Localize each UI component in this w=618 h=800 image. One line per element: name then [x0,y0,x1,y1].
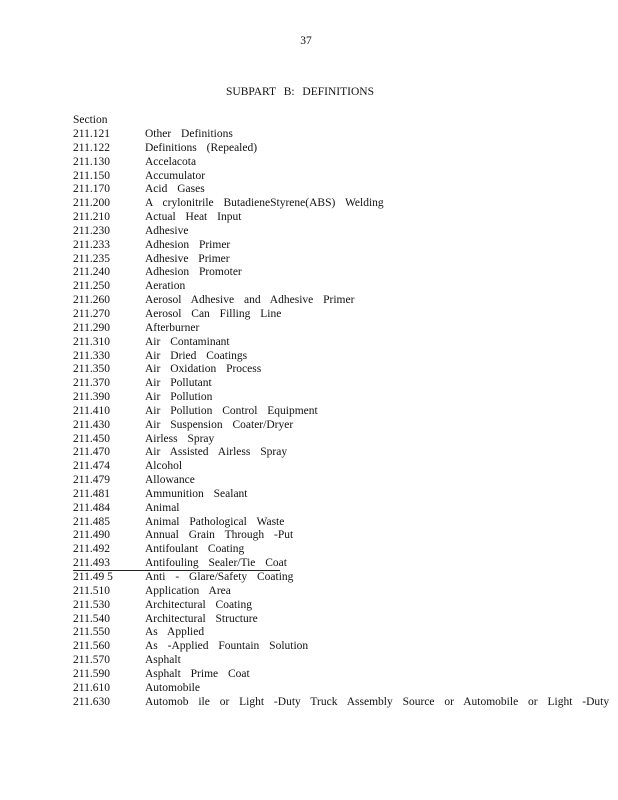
section-number: 211.481 [73,487,110,500]
section-number: 211.350 [73,363,110,376]
section-title: Air Pollution Control Equipment [145,404,318,417]
section-title: Architectural Coating [145,598,252,611]
section-title: Air Pollution [145,391,213,404]
section-number: 211.235 [73,252,110,265]
list-item [73,308,578,322]
list-item [73,336,578,350]
section-title: Afterburner [145,321,200,334]
section-number: 211.530 [73,598,110,611]
section-title: Accelacota [145,155,197,168]
section-number: 211.630 [73,695,110,708]
section-number: 211.430 [73,418,110,431]
list-item [73,488,578,502]
list-item [73,294,578,308]
section-number: 211.492 [73,543,110,556]
list-item [73,170,578,184]
list-item [73,419,578,433]
list-item [73,654,578,668]
section-title: A crylonitrile ButadieneStyrene(ABS) Welding [145,197,384,210]
list-item [73,668,578,682]
section-title: Acid Gases [145,183,205,196]
list-item [73,183,578,197]
section-number: 211.170 [73,183,110,196]
section-number: 211.240 [73,266,110,279]
section-title: Allowance [145,474,195,487]
list-item [73,322,578,336]
section-title: Adhesive Primer [145,252,230,265]
section-number: 211.470 [73,446,110,459]
section-title: As -Applied Fountain Solution [145,640,309,653]
section-title: Architectural Structure [145,612,258,625]
list-item [73,156,578,170]
section-number: 211.270 [73,307,110,320]
list-item [73,640,578,654]
list-item [73,363,578,377]
section-title: Air Suspension Coater/Dryer [145,418,294,431]
section-title: Anti - Glare/Safety Coating [145,571,294,583]
section-number: 211.490 [73,529,110,542]
section-number: 211.485 [73,515,110,528]
section-title: As Applied [145,626,205,639]
list-item [73,516,578,530]
section-number: 211.370 [73,377,110,390]
section-title: Aerosol Can Filling Line [145,307,282,320]
section-number: 211.150 [73,169,110,182]
section-number: 211.540 [73,612,110,625]
list-item [73,405,578,419]
section-title: Animal [145,501,180,514]
list-item [73,391,578,405]
section-number: 211.510 [73,584,110,597]
list-item [73,599,578,613]
section-title: Automob ile or Light -Duty Truck Assembly Source or Automobile or Light -Duty [145,695,610,708]
section-title: Annual Grain Through -Put [145,529,294,542]
list-item [73,571,578,585]
list-item [73,128,578,142]
section-number: 211.450 [73,432,110,445]
section-number: 211.560 [73,640,110,653]
section-title: Actual Heat Input [145,211,242,224]
section-title: Antifoulant Coating [145,543,245,556]
section-number: 211.550 [73,626,110,639]
section-title: Adhesion Primer [145,238,231,251]
section-title: Asphalt Prime Coat [145,667,250,680]
list-item [73,239,578,253]
section-title: Airless Spray [145,432,215,445]
section-number: 211.230 [73,224,110,237]
section-title: Air Pollutant [145,377,212,390]
section-title: Application Area [145,584,231,597]
section-number: 211.210 [73,211,110,224]
section-title: Antifouling Sealer/Tie Coat [145,557,287,570]
section-number: 211.410 [73,404,110,417]
section-number: 211.290 [73,321,110,334]
section-number: 211.590 [73,667,110,680]
list-item [73,682,578,696]
section-title: Other Definitions [145,128,233,140]
list-item [73,557,578,571]
list-item [73,211,578,225]
list-item [73,350,578,364]
list-item [73,502,578,516]
section-number: 211.233 [73,238,110,251]
definitions-list [73,128,610,709]
section-title: Air Contaminant [145,335,230,348]
section-heading: Section [73,114,108,126]
list-item [73,474,578,488]
section-title: Accumulator [145,169,206,182]
section-number: 211.474 [73,460,110,473]
list-item [73,377,578,391]
list-item [73,695,610,710]
list-item [73,446,578,460]
section-number: 211.49 5 [73,571,113,583]
list-item [73,253,578,267]
section-title: Aerosol Adhesive and Adhesive Primer [145,294,355,307]
list-item [73,266,578,280]
section-number: 211.493 [73,557,110,570]
section-title: Aeration [145,280,186,293]
section-number: 211.610 [73,681,110,694]
section-title: Ammunition Sealant [145,487,248,500]
list-item [73,529,578,543]
list-item [73,280,578,294]
section-title: Automobile [145,681,200,694]
section-number: 211.200 [73,197,110,210]
section-number: 211.390 [73,391,110,404]
section-number: 211.130 [73,155,110,168]
section-number: 211.122 [73,141,110,154]
section-title: Animal Pathological Waste [145,515,285,528]
list-item [73,197,578,211]
section-title: Air Assisted Airless Spray [145,446,288,459]
section-number: 211.570 [73,654,110,667]
list-item [73,613,578,627]
list-item [73,543,578,557]
section-title: Asphalt [145,654,181,667]
section-number: 211.260 [73,294,110,307]
section-number: 211.121 [73,128,110,140]
section-title: Definitions (Repealed) [145,141,258,154]
section-number: 211.479 [73,474,110,487]
section-title: Air Dried Coatings [145,349,248,362]
section-title: Alcohol [145,460,183,473]
section-number: 211.310 [73,335,110,348]
list-item [73,585,578,599]
section-title: Air Oxidation Process [145,363,262,376]
list-item [73,142,578,156]
list-item [73,225,578,239]
section-number: 211.250 [73,280,110,293]
section-number: 211.330 [73,349,110,362]
section-title: Adhesion Promoter [145,266,242,279]
list-item [73,626,578,640]
page-number: 37 [300,35,312,47]
subpart-title: SUBPART B: DEFINITIONS [226,86,374,98]
section-title: Adhesive [145,224,189,237]
section-number: 211.484 [73,501,110,514]
list-item [73,433,578,447]
list-item [73,460,578,474]
